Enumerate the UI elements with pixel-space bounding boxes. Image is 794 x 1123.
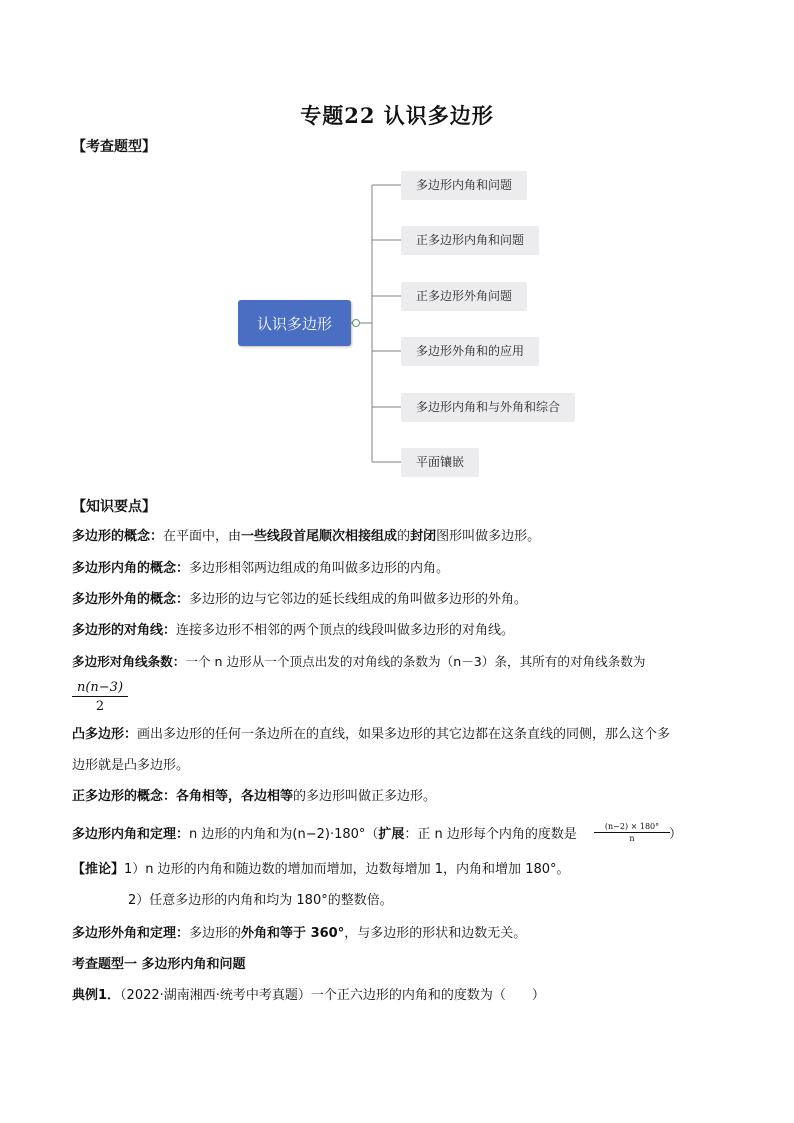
section-heading-key-points: 【知识要点】 [72, 499, 156, 515]
mindmap-root-node: 认识多边形 [238, 300, 351, 346]
definition-exterior-angle: 多边形外角的概念：多边形的边与它邻边的延长线组成的角叫做多边形的外角。 [72, 592, 528, 607]
example-1: 典例1．（2022·湖南湘西·统考中考真题）一个正六边形的内角和的度数为（ ） [72, 988, 545, 1003]
theorem-exterior-angle-sum: 多边形外角和定理：多边形的外角和等于 360°，与多边形的形状和边数无关。 [72, 926, 527, 941]
definition-diagonal-count: 多边形对角线条数：一个 n 边形从一个顶点出发的对角线的条数为（n－3）条，其所有的对角线条数为 [72, 654, 646, 669]
mindmap [0, 0, 794, 500]
corollary-label: 【推论】 [72, 862, 125, 877]
example-label: 典例1． [72, 988, 121, 1003]
mindmap-collapse-handle [353, 320, 360, 327]
mindmap-branch-tessellation: 平面镶嵌 [401, 448, 479, 477]
term-label: 多边形的概念 [72, 529, 151, 544]
corollary-2: 2）任意多边形的内角和均为 180°的整数倍。 [128, 893, 393, 908]
mindmap-branch-interior-sum: 多边形内角和问题 [401, 171, 527, 200]
term-label: 多边形内角和定理 [72, 827, 177, 842]
term-label: 正多边形的概念 [72, 789, 164, 804]
definition-interior-angle: 多边形内角的概念：多边形相邻两边组成的角叫做多边形的内角。 [72, 561, 450, 576]
term-label: 多边形的对角线 [72, 623, 164, 638]
mindmap-branch-regular-interior: 正多边形内角和问题 [401, 226, 539, 255]
theorem-interior-angle-sum: 多边形内角和定理：n 边形的内角和为(n−2)·180°（扩展：正 n 边形每个内角的度数是 [72, 827, 577, 842]
fraction-numerator: n(n−3) [72, 680, 128, 697]
term-label: 多边形内角的概念 [72, 561, 177, 576]
section-heading-question-types: 【考查题型】 [72, 139, 156, 155]
mindmap-branch-regular-exterior: 正多边形外角问题 [401, 282, 527, 311]
mindmap-branch-exterior-application: 多边形外角和的应用 [401, 337, 539, 366]
definition-convex-polygon-cont: 边形就是凸多边形。 [72, 758, 190, 773]
fraction-denominator: 2 [95, 699, 105, 714]
regular-angle-fraction [594, 822, 670, 843]
term-label: 多边形外角和定理 [72, 926, 177, 941]
term-label: 多边形对角线条数 [72, 654, 173, 669]
fraction-denominator: n [629, 834, 635, 843]
question-type-heading: 考查题型一 多边形内角和问题 [72, 957, 246, 972]
definition-convex-polygon: 凸多边形：画出多边形的任何一条边所在的直线，如果多边形的其它边都在这条直线的同侧，那么这个多 [72, 727, 671, 742]
corollary-1: 【推论】1）n 边形的内角和随边数的增加而增加，边数每增加 1，内角和增加 180°。 [72, 862, 570, 877]
term-label: 多边形外角的概念 [72, 592, 177, 607]
definition-diagonal: 多边形的对角线：连接多边形不相邻的两个顶点的线段叫做多边形的对角线。 [72, 623, 515, 638]
term-label: 凸多边形 [72, 727, 125, 742]
page-title: 专题22 认识多边形 [300, 103, 494, 128]
definition-polygon: 多边形的概念：在平面中，由一些线段首尾顺次相接组成的封闭图形叫做多边形。 [72, 529, 541, 544]
mindmap-connectors [0, 0, 794, 500]
closing-paren: ） [669, 827, 683, 842]
definition-regular-polygon: 正多边形的概念：各角相等，各边相等的多边形叫做正多边形。 [72, 789, 437, 804]
diagonal-count-fraction [72, 680, 128, 714]
fraction-numerator: (n−2) × 180° [594, 822, 670, 833]
mindmap-branch-combined: 多边形内角和与外角和综合 [401, 393, 575, 422]
